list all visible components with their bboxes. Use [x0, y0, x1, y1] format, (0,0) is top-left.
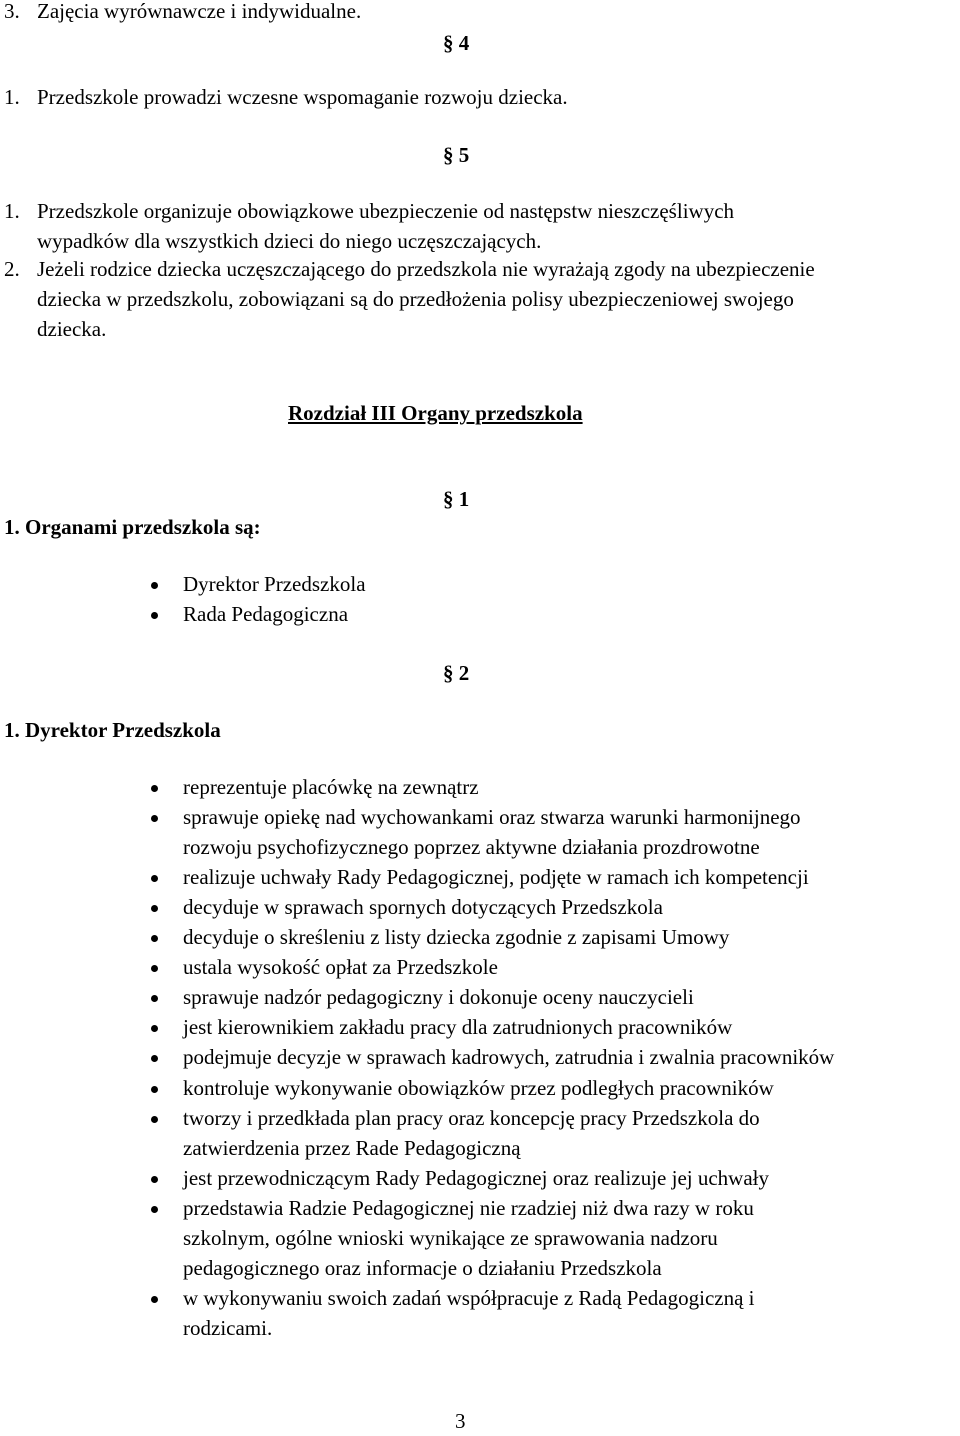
bullet-icon — [151, 1086, 158, 1093]
bullet-icon — [151, 1055, 158, 1062]
list-item: decyduje w sprawach spornych dotyczących Przedszkola — [183, 895, 663, 919]
bullet-icon — [151, 905, 158, 912]
list-item-continuation: szkolnym, ogólne wnioski wynikające ze sprawowania nadzoru — [183, 1226, 718, 1250]
section-mark: § 2 — [443, 661, 470, 685]
director-heading: 1. Dyrektor Przedszkola — [4, 718, 221, 742]
list-item-continuation: rodzicami. — [183, 1316, 273, 1340]
list-number: 3. — [4, 0, 20, 23]
bullet-icon — [151, 1116, 158, 1123]
list-text: wypadków dla wszystkich dzieci do niego uczęszczających. — [37, 229, 542, 253]
list-item: sprawuje opiekę nad wychowankami oraz stwarza warunki harmonijnego — [183, 805, 801, 829]
list-item: Rada Pedagogiczna — [183, 602, 349, 626]
list-number: 1. — [4, 199, 20, 223]
list-item: tworzy i przedkłada plan pracy oraz koncepcję pracy Przedszkola do — [183, 1106, 760, 1130]
list-item: sprawuje nadzór pedagogiczny i dokonuje oceny nauczycieli — [183, 985, 694, 1009]
list-item: decyduje o skreśleniu z listy dziecka zgodnie z zapisami Umowy — [183, 925, 730, 949]
bullet-icon — [151, 935, 158, 942]
bullet-icon — [151, 612, 158, 619]
list-item: przedstawia Radzie Pedagogicznej nie rzadziej niż dwa razy w roku — [183, 1196, 754, 1220]
list-item-continuation: zatwierdzenia przez Rade Pedagogiczną — [183, 1136, 521, 1160]
list-text: dziecka w przedszkolu, zobowiązani są do przedłożenia polisy ubezpieczeniowej swojego — [37, 287, 794, 311]
list-item: jest kierownikiem zakładu pracy dla zatrudnionych pracowników — [183, 1015, 733, 1039]
section-mark: § 5 — [443, 143, 470, 167]
bullet-icon — [151, 582, 158, 589]
list-item-continuation: pedagogicznego oraz informacje o działaniu Przedszkola — [183, 1256, 662, 1280]
section-mark: § 4 — [443, 31, 470, 55]
list-item: w wykonywaniu swoich zadań współpracuje z Radą Pedagogiczną i — [183, 1286, 755, 1310]
list-text: dziecka. — [37, 317, 107, 341]
page-number: 3 — [455, 1409, 466, 1433]
bullet-icon — [151, 1206, 158, 1213]
list-item: reprezentuje placówkę na zewnątrz — [183, 775, 479, 799]
list-item: Dyrektor Przedszkola — [183, 572, 366, 596]
list-item: podejmuje decyzje w sprawach kadrowych, zatrudnia i zwalnia pracowników — [183, 1045, 835, 1069]
bullet-icon — [151, 1296, 158, 1303]
list-number: 1. — [4, 85, 20, 109]
bullet-icon — [151, 815, 158, 822]
bullet-icon — [151, 1176, 158, 1183]
section-mark: § 1 — [443, 487, 470, 511]
bullet-icon — [151, 785, 158, 792]
list-item: jest przewodniczącym Rady Pedagogicznej oraz realizuje jej uchwały — [183, 1166, 769, 1190]
bullet-icon — [151, 965, 158, 972]
bullet-icon — [151, 995, 158, 1002]
list-item: ustala wysokość opłat za Przedszkole — [183, 955, 498, 979]
organs-heading: 1. Organami przedszkola są: — [4, 515, 261, 539]
list-item: realizuje uchwały Rady Pedagogicznej, podjęte w ramach ich kompetencji — [183, 865, 809, 889]
list-number: 2. — [4, 257, 20, 281]
bullet-icon — [151, 1025, 158, 1032]
list-item-continuation: rozwoju psychofizycznego poprzez aktywne działania prozdrowotne — [183, 835, 760, 859]
list-text: Jeżeli rodzice dziecka uczęszczającego do przedszkola nie wyrażają zgody na ubezpieczenie — [37, 257, 815, 281]
chapter-title: Rozdział III Organy przedszkola — [288, 401, 583, 425]
list-text: Przedszkole organizuje obowiązkowe ubezpieczenie od następstw nieszczęśliwych — [37, 199, 735, 223]
list-item: kontroluje wykonywanie obowiązków przez podległych pracowników — [183, 1076, 774, 1100]
bullet-icon — [151, 875, 158, 882]
list-text: Przedszkole prowadzi wczesne wspomaganie rozwoju dziecka. — [37, 85, 568, 109]
list-text: Zajęcia wyrównawcze i indywidualne. — [37, 0, 362, 23]
